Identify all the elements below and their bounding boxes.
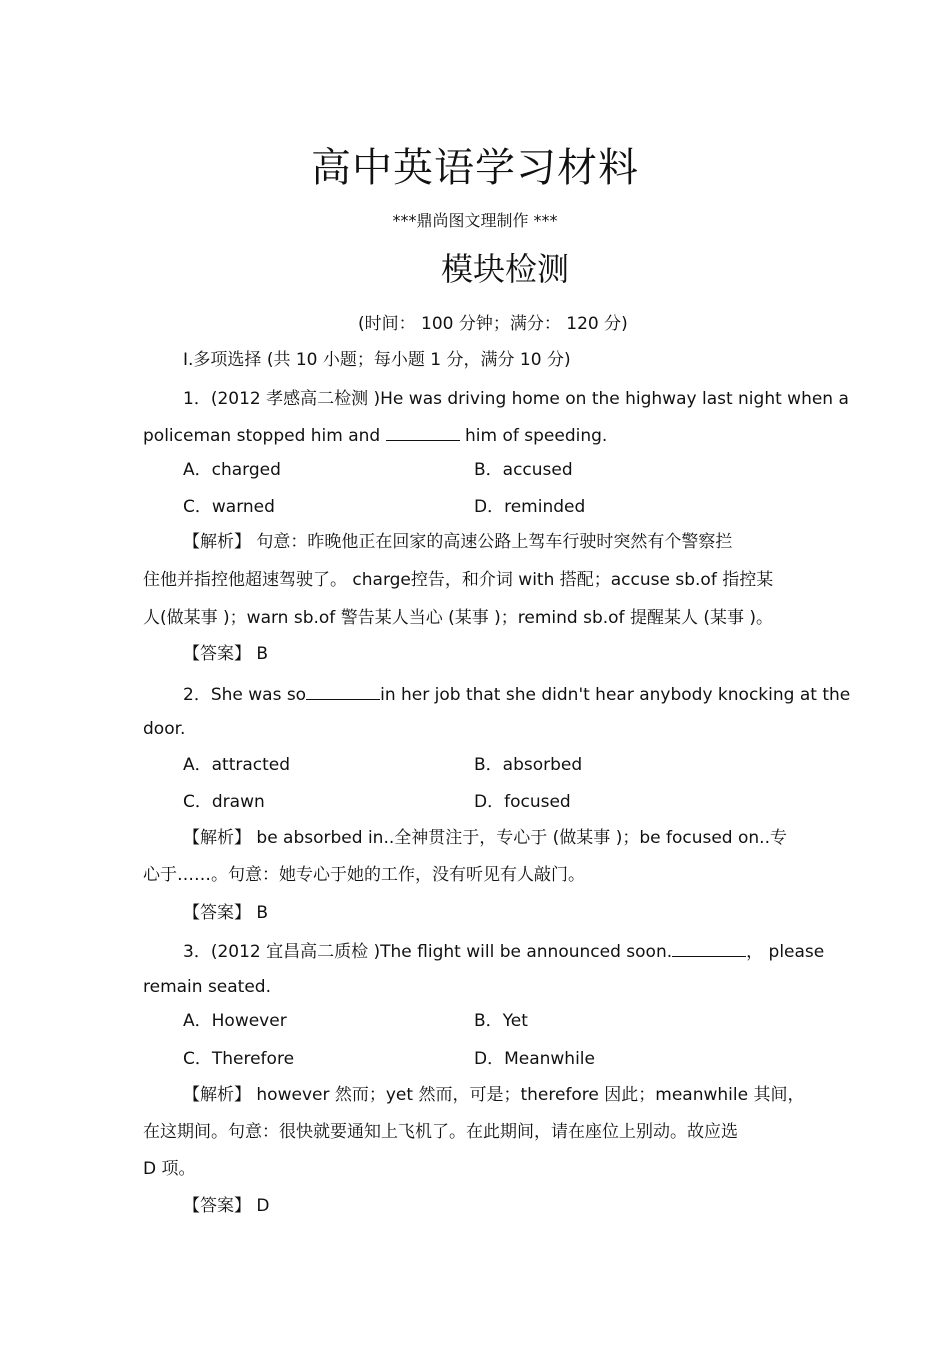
time-info: (时间： 100 分钟；满分： 120 分) xyxy=(358,314,628,334)
q3-answer-blank xyxy=(672,940,746,957)
q2-explanation-line2: 心于……。句意：她专心于她的工作，没有听见有人敲门。 xyxy=(143,865,585,885)
q2-option-a: A．attracted xyxy=(183,755,291,775)
q3-explanation-line3: D 项。 xyxy=(143,1159,196,1179)
q3-explanation-line2: 在这期间。句意：很快就要通知上飞机了。在此期间，请在座位上别动。故应选 xyxy=(143,1122,738,1142)
q2-stem-part1: 2．She was so xyxy=(183,685,307,705)
q1-option-c: C．warned xyxy=(183,497,275,517)
section-title: 模块检测 xyxy=(440,250,569,288)
q3-stem-part1: 3．(2012 宜昌高二质检 )The flight will be announced soon. xyxy=(183,942,673,962)
q2-stem-line1 xyxy=(183,683,850,706)
q3-answer: 【答案】 D xyxy=(183,1196,270,1216)
q2-option-b: B．absorbed xyxy=(474,755,583,775)
q1-stem-line2 xyxy=(143,424,607,447)
q2-option-c: C．drawn xyxy=(183,792,265,812)
q3-option-c: C．Therefore xyxy=(183,1049,295,1069)
q2-stem-part2: in her job that she didn't hear anybody knocking at the xyxy=(380,685,851,705)
q3-stem-line2: remain seated. xyxy=(143,977,272,997)
document-subtitle: ***鼎尚图文理制作 *** xyxy=(392,211,558,230)
q2-answer: 【答案】 B xyxy=(183,903,269,923)
q1-option-b: B．accused xyxy=(474,460,573,480)
q1-option-a: A．charged xyxy=(183,460,281,480)
q3-explanation-line1: 【解析】 however 然而；yet 然而，可是；therefore 因此；meanwhile 其间， xyxy=(183,1085,805,1105)
q1-stem-part1: policeman stopped him and xyxy=(143,426,381,446)
q3-stem-line1 xyxy=(183,940,824,963)
part-heading: Ⅰ.多项选择 (共 10 小题；每小题 1 分，满分 10 分) xyxy=(183,350,571,370)
q3-stem-part2: ， please xyxy=(746,942,825,962)
q1-answer: 【答案】 B xyxy=(183,644,269,664)
q1-explanation-line3: 人(做某事 )；warn sb.of 警告某人当心 (某事 )；remind sb.of 提醒某人 (某事 )。 xyxy=(143,608,774,628)
q3-option-a: A．However xyxy=(183,1011,287,1031)
q1-explanation-line1: 【解析】 句意：昨晚他正在回家的高速公路上驾车行驶时突然有个警察拦 xyxy=(183,532,733,552)
q1-stem-line1: 1．(2012 孝感高二检测 )He was driving home on the highway last night when a xyxy=(183,389,849,409)
q3-option-d: D．Meanwhile xyxy=(474,1049,595,1069)
q2-option-d: D．focused xyxy=(474,792,571,812)
q2-answer-blank xyxy=(306,683,380,700)
q3-option-b: B．Yet xyxy=(474,1011,528,1031)
q1-option-d: D．reminded xyxy=(474,497,586,517)
q1-stem-part2: him of speeding. xyxy=(465,426,608,446)
q1-explanation-line2: 住他并指控他超速驾驶了。 charge控告，和介词 with 搭配；accuse sb.of 指控某 xyxy=(143,570,774,590)
q2-explanation-line1: 【解析】 be absorbed in..全神贯注于，专心于 (做某事 )；be focused on..专 xyxy=(183,828,787,848)
q2-stem-line2: door. xyxy=(143,719,186,739)
document-title: 高中英语学习材料 xyxy=(311,145,639,191)
q1-answer-blank xyxy=(386,424,460,441)
